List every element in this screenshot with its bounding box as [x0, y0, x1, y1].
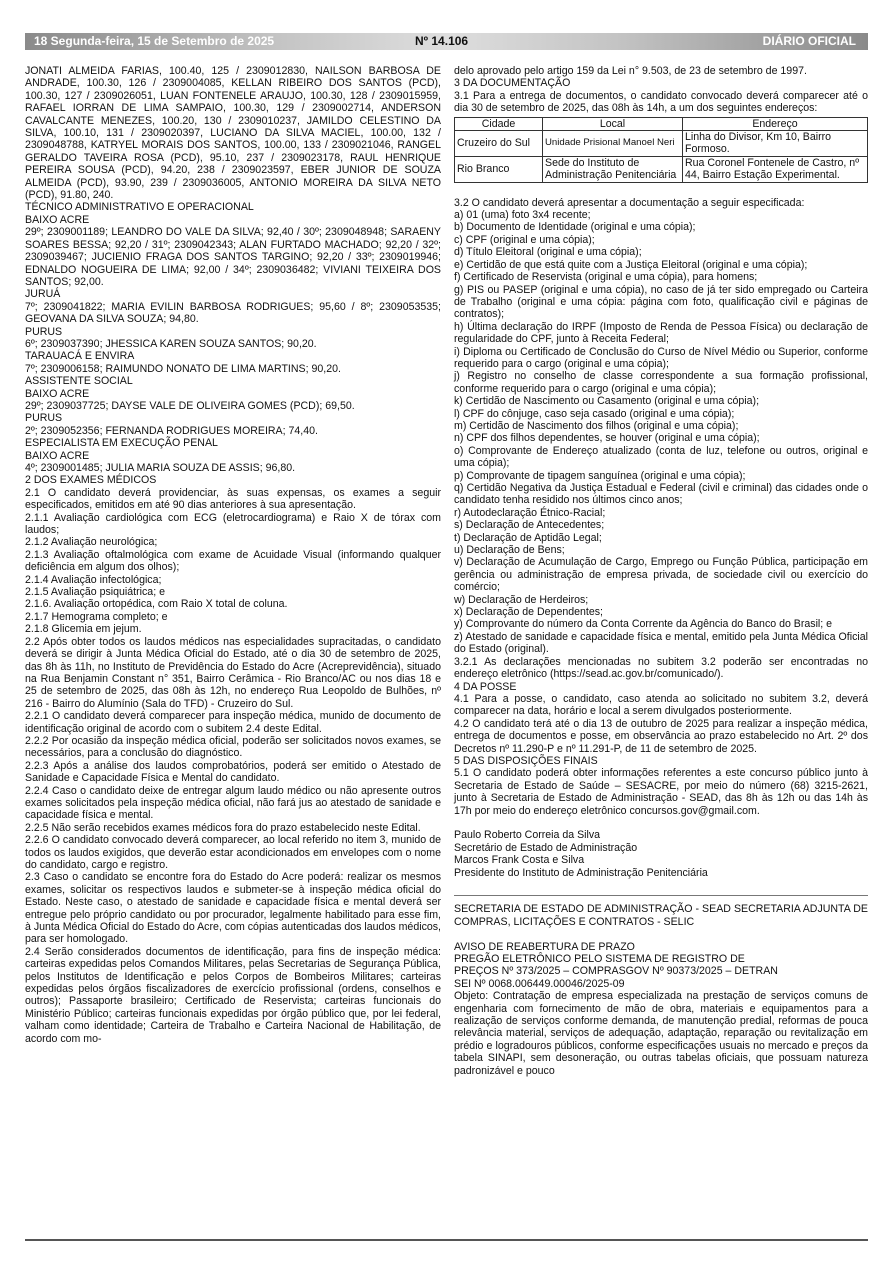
- paragraph: BAIXO ACRE: [25, 387, 90, 400]
- paragraph: 4.1 Para a posse, o candidato, caso atenda ao solicitado no subitem 3.2, deverá comparecer na data, horário e local a serem divulgados posteriormente.: [454, 692, 868, 718]
- paragraph: 29º; 2309001189; LEANDRO DO VALE DA SILVA; 92,40 / 30º; 2309048948; SARAENY SOARES BESSA; 92,20 / 31º; 2309042343; ALAN FURTADO MACHADO; 92,20 / 32º; 2309039467; JUCIENIO FRAGA DOS SANTOS TARGINO; 92,20 / 33º; 2309019946; EDNALDO NOGUEIRA DE LIMA; 92,00 / 34º; 2309036482; VIVIANI TEIXEIRA DOS SANTOS; 92,00.: [25, 226, 441, 288]
- table-row: [455, 131, 868, 157]
- paragraph: PREGÃO ELETRÔNICO PELO SISTEMA DE REGISTRO DE: [454, 952, 745, 965]
- paragraph: AVISO DE REABERTURA DE PRAZO: [454, 940, 635, 953]
- signature-line: Paulo Roberto Correia da Silva: [454, 829, 601, 842]
- paragraph: x) Declaração de Dependentes;: [454, 606, 603, 619]
- paragraph: q) Certidão Negativa da Justiça Estadual e Federal (civil e criminal) das cidades onde o candidato tenha residido nos últimos cinco anos;: [454, 482, 868, 507]
- paragraph: v) Declaração de Acumulação de Cargo, Emprego ou Função Pública, participação em gerência ou administração de empresa privada, de sociedade civil ou exercício do comércio;: [454, 556, 868, 594]
- paragraph: PURUS: [25, 325, 63, 338]
- journal-title: DIÁRIO OFICIAL: [762, 34, 856, 48]
- paragraph: 2.3 Caso o candidato se encontre fora do Estado do Acre poderá: realizar os mesmos exames, solicitar os respectivos laudos e submeter-se à inspeção médica oficial do Estado. Neste caso, o atestado de sanidade e capacidade física e mental deverá ser entregue pelo próprio candidato ou por procurador, legalmente habilitado para esse fim, à Junta Médica Oficial do Estado do Acre, com cópias autenticadas dos laudos médicos, para ser homologado.: [25, 871, 441, 946]
- paragraph: 2.2.1 O candidato deverá comparecer para inspeção médica, munido de documento de identificação original de acordo com o subitem 2.4 deste Edital.: [25, 710, 441, 735]
- paragraph: BAIXO ACRE: [25, 213, 90, 226]
- paragraph: 2.2.3 Após a análise dos laudos comprobatórios, poderá ser emitido o Atestado de Sanidade e Capacidade Física e Mental do candidato.: [25, 759, 441, 785]
- paragraph: 4.2 O candidato terá até o dia 13 de outubro de 2025 para realizar a inspeção médica, entrega de documentos e posse, em observância ao prazo estabelecido no Art. 2º dos Decretos nº 11.290-P e nº 11.291-P, de 11 de setembro de 2025.: [454, 717, 868, 755]
- paragraph: TÉCNICO ADMINISTRATIVO E OPERACIONAL: [25, 201, 254, 214]
- paragraph: ASSISTENTE SOCIAL: [25, 375, 133, 388]
- paragraph: b) Documento de Identidade (original e uma cópia);: [454, 221, 696, 234]
- issue-number: Nº 14.106: [415, 34, 469, 48]
- table-cell: Rua Coronel Fontenele de Castro, nº 44, Bairro Estação Experimental.: [683, 156, 868, 182]
- paragraph: Objeto: Contratação de empresa especializada na prestação de serviços comuns de engenharia com fornecimento de mão de obra, materiais e equipamentos para a realização de serviços conforme demanda, de manutenção predial, reformas de pouca relevância material, serviços de adequação, adaptação, reparação ou revitalização em prédio e logradouros públicos, conforme especificações usuais no mercado e preços da tabela SINAPI, sem desoneração, ou outras tabelas oficiais, que possuam natureza padronizável e pouco: [454, 990, 868, 1077]
- section-title: SECRETARIA DE ESTADO DE ADMINISTRAÇÃO - SEAD SECRETARIA ADJUNTA DE COMPRAS, LICITAÇÕES E CONTRATOS - SELIC: [454, 903, 868, 928]
- paragraph: 7º; 2309006158; RAIMUNDO NONATO DE LIMA MARTINS; 90,20.: [25, 362, 341, 375]
- right-top-text: [454, 65, 868, 115]
- paragraph: p) Comprovante de tipagem sanguínea (original e uma cópia);: [454, 469, 746, 482]
- paragraph: 29º; 2309037725; DAYSE VALE DE OLIVEIRA GOMES (PCD); 69,50.: [25, 399, 355, 412]
- paragraph: k) Certidão de Nascimento ou Casamento (original e uma cópia);: [454, 395, 760, 408]
- aviso-block: [454, 941, 868, 1077]
- paragraph: 3 DA DOCUMENTAÇÃO: [454, 77, 571, 90]
- paragraph: d) Título Eleitoral (original e uma cópia);: [454, 246, 642, 259]
- paragraph: y) Comprovante do número da Conta Corrente da Agência do Banco do Brasil; e: [454, 618, 833, 631]
- paragraph: f) Certificado de Reservista (original e uma cópia), para homens;: [454, 271, 758, 284]
- paragraph: 6º; 2309037390; JHESSICA KAREN SOUZA SANTOS; 90,20.: [25, 337, 317, 350]
- paragraph: u) Declaração de Bens;: [454, 544, 565, 557]
- right-column: [454, 65, 868, 1077]
- paragraph: 7º; 2309041822; MARIA EVILIN BARBOSA RODRIGUES; 95,60 / 8º; 2309053535; GEOVANA DA SILVA SOUZA; 94,80.: [25, 300, 441, 326]
- table-header-cell: Local: [543, 117, 683, 130]
- signature-block: [454, 829, 868, 879]
- page-header: [25, 33, 868, 50]
- paragraph: PURUS: [25, 412, 63, 425]
- paragraph: 2.4 Serão considerados documentos de identificação, para fins de inspeção médica: carteiras expedidas pelos Comandos Militares, pelas Secretarias de Segurança Pública, pelos Institutos de Identificação e pelos Corpos de Bombeiros Militares; carteiras expedidas pelos órgãos fiscalizadores de exercício profissional (ordens, conselhos e outros); Passaporte brasileiro; Certificado de Reservista; carteiras funcionais do Ministério Público; carteiras funcionais expedidas por órgão público que, por lei federal, valham como identidade; Carteira de Trabalho e Carteira Nacional de Habilitação, de acordo com mo-: [25, 945, 441, 1045]
- signature-line: Secretário de Estado de Administração: [454, 841, 638, 854]
- paragraph: 2 DOS EXAMES MÉDICOS: [25, 474, 157, 487]
- paragraph: a) 01 (uma) foto 3x4 recente;: [454, 209, 591, 222]
- paragraph: 2.2.6 O candidato convocado deverá comparecer, ao local referido no item 3, munido de todos os laudos exigidos, que deverão estar acondicionados em envelopes com o nome do candidato, cargo e registro.: [25, 834, 441, 871]
- paragraph: 4 DA POSSE: [454, 680, 517, 693]
- paragraph: e) Certidão de que está quite com a Justiça Eleitoral (original e uma cópia);: [454, 258, 808, 271]
- paragraph: 2.1.7 Hemograma completo; e: [25, 610, 168, 623]
- address-table: [454, 117, 868, 183]
- paragraph: ESPECIALISTA EM EXECUÇÃO PENAL: [25, 437, 218, 450]
- signature-line: Marcos Frank Costa e Silva: [454, 854, 585, 867]
- paragraph: 3.1 Para a entrega de documentos, o candidato convocado deverá comparecer até o dia 30 de setembro de 2025, das 08h às 14h, a um dos seguintes endereços:: [454, 89, 868, 115]
- paragraph: JURUÁ: [25, 288, 61, 301]
- paragraph: delo aprovado pelo artigo 159 da Lei n° 9.503, de 23 de setembro de 1997.: [454, 65, 807, 77]
- page-date: 18 Segunda-feira, 15 de Setembro de 2025: [34, 34, 275, 48]
- table-header-row: [455, 117, 868, 130]
- footer-rule: [25, 1239, 868, 1241]
- table-cell: Cruzeiro do Sul: [455, 131, 543, 157]
- table-cell: Rio Branco: [455, 156, 543, 182]
- paragraph: l) CPF do cônjuge, caso seja casado (original e uma cópia);: [454, 407, 735, 420]
- paragraph: PREÇOS Nº 373/2025 – COMPRASGOV Nº 90373/2025 – DETRAN: [454, 965, 778, 978]
- table-cell: Linha do Divisor, Km 10, Bairro Formoso.: [683, 131, 868, 157]
- paragraph: o) Comprovante de Endereço atualizado (conta de luz, telefone ou outros, original e uma cópia);: [454, 444, 868, 470]
- paragraph: g) PIS ou PASEP (original e uma cópia), no caso de já ter sido empregado ou Carteira de Trabalho (original e uma cópia: página com foto, qualificação civil e páginas de contratos);: [454, 283, 868, 321]
- paragraph: j) Registro no conselho de classe correspondente a sua formação profissional, conforme requerido para o cargo (original e uma cópia);: [454, 370, 868, 395]
- paragraph: JONATI ALMEIDA FARIAS, 100.40, 125 / 2309012830, NAILSON BARBOSA DE ANDRADE, 100.30, 126 / 2309004085, KELLAN RIBEIRO DOS SANTOS (PCD), 100.30, 127 / 2309026051, LUAN FONTENELE ARAUJO, 100.30, 128 / 2309015959, RAFAEL IORRAN DE LIMA SAMPAIO, 100.30, 129 / 2309002714, ANDERSON CAVALCANTE MENEZES, 100.20, 130 / 2309010237, JAMILDO CELESTINO DA SILVA, 100.10, 131 / 2309020397, LUCIANO DA SILVA MACIEL, 100.00, 132 / 2309048788, KATRYEL MORAIS DOS SANTOS, 100.00, 133 / 2309021046, RANGEL GERALDO TAVEIRA ROSA (PCD), 95.10, 237 / 2309023178, RAUL HENRIQUE PEREIRA SOUSA (PCD), 94.20, 238 / 2309023597, EBER JUNIOR DE SOUZA ALMEIDA (PCD), 93.90, 239 / 2309036005, ANTONIO MOREIRA DA SILVA NETO (PCD), 91.80, 240.: [25, 65, 441, 202]
- paragraph: BAIXO ACRE: [25, 449, 90, 462]
- paragraph: 2º; 2309052356; FERNANDA RODRIGUES MOREIRA; 74,40.: [25, 424, 318, 437]
- signature-line: Presidente do Instituto de Administração Penitenciária: [454, 866, 708, 879]
- table-header-cell: Endereço: [683, 117, 868, 130]
- paragraph: i) Diploma ou Certificado de Conclusão do Curso de Nível Médio ou Superior, conforme requerido para o cargo (original e uma cópia);: [454, 345, 868, 370]
- paragraph: 2.1 O candidato deverá providenciar, às suas expensas, os exames a seguir especificados, emitidos em até 90 dias anteriores à sua apresentação.: [25, 486, 441, 512]
- paragraph: z) Atestado de sanidade e capacidade física e mental, emitido pela Junta Médica Oficial do Estado (original).: [454, 630, 868, 656]
- paragraph: 3.2.1 As declarações mencionadas no subitem 3.2 poderão ser encontradas no endereço eletrônico (https://sead.ac.gov.br/comunicado/).: [454, 655, 868, 681]
- table-row: [455, 156, 868, 182]
- paragraph: r) Autodeclaração Étnico-Racial;: [454, 506, 606, 519]
- paragraph: 2.1.4 Avaliação infectológica;: [25, 573, 162, 586]
- paragraph: c) CPF (original e uma cópia);: [454, 233, 595, 246]
- paragraph: SEI Nº 0068.006449.00046/2025-09: [454, 977, 625, 990]
- paragraph: 3.2 O candidato deverá apresentar a documentação a seguir especificada:: [454, 196, 805, 209]
- paragraph: n) CPF dos filhos dependentes, se houver (original e uma cópia);: [454, 432, 760, 445]
- paragraph: 2.2.5 Não serão recebidos exames médicos fora do prazo estabelecido neste Edital.: [25, 821, 421, 834]
- right-body-text: [454, 197, 868, 817]
- table-cell: Sede do Instituto de Administração Penitenciária: [543, 156, 683, 182]
- paragraph: 2.1.3 Avaliação oftalmológica com exame de Acuidade Visual (informando qualquer deficiência em algum dos olhos);: [25, 548, 441, 574]
- paragraph: 2.2.4 Caso o candidato deixe de entregar algum laudo médico ou não apresente outros exames solicitados pela inspeção médica oficial, não fará jus ao atestado de sanidade e capacidade física e mental.: [25, 784, 441, 822]
- paragraph: 5 DAS DISPOSIÇÕES FINAIS: [454, 754, 598, 767]
- paragraph: 2.1.1 Avaliação cardiológica com ECG (eletrocardiograma) e Raio X de tórax com laudos;: [25, 511, 441, 537]
- paragraph: 5.1 O candidato poderá obter informações referentes a este concurso público junto à Secretaria de Estado de Saúde – SESACRE, por meio do número (68) 3215-2621, junto à Secretaria de Estado de Administração - SEAD, das 8h às 12h ou das 14h às 17h por meio do endereço eletrônico concursos.gov@gmail.com.: [454, 767, 868, 817]
- left-column: [25, 65, 441, 1045]
- paragraph: h) Última declaração do IRPF (Imposto de Renda de Pessoa Física) ou declaração de regularidade do CPF, junto à Receita Federal;: [454, 320, 868, 346]
- paragraph: 2.2 Após obter todos os laudos médicos nas especialidades supracitadas, o candidato deverá se dirigir à Junta Médica Oficial do Estado, até o dia 30 de setembro de 2025, das 8h às 11h, no Instituto de Previdência do Estado do Acre (Acreprevidência), situado na Rua Benjamin Constant n° 351, Bairro Cerâmica - Rio Branco/AC ou nos dias 18 e 25 de setembro de 2025, das 08h às 12h, no endereço Rua Leopoldo de Bulhões, nº 216 - Bairro do Alumínio (Sala do TFD) - Cruzeiro do Sul.: [25, 635, 441, 710]
- paragraph: s) Declaração de Antecedentes;: [454, 519, 605, 532]
- table-header-cell: Cidade: [455, 117, 543, 130]
- section-divider: [454, 895, 868, 896]
- paragraph: 2.1.6. Avaliação ortopédica, com Raio X total de coluna.: [25, 598, 288, 611]
- paragraph: w) Declaração de Herdeiros;: [454, 593, 589, 606]
- paragraph: t) Declaração de Aptidão Legal;: [454, 531, 602, 544]
- paragraph: 4º; 2309001485; JULIA MARIA SOUZA DE ASSIS; 96,80.: [25, 462, 296, 474]
- paragraph: 2.1.8 Glicemia em jejum.: [25, 623, 142, 636]
- paragraph: 2.2.2 Por ocasião da inspeção médica oficial, poderão ser solicitados novos exames, se necessários, para a conclusão do diagnóstico.: [25, 734, 441, 760]
- paragraph: 2.1.5 Avaliação psiquiátrica; e: [25, 586, 165, 599]
- paragraph: m) Certidão de Nascimento dos filhos (original e uma cópia);: [454, 419, 739, 432]
- paragraph: 2.1.2 Avaliação neurológica;: [25, 536, 158, 549]
- paragraph: TARAUACÁ E ENVIRA: [25, 350, 135, 363]
- table-cell: Unidade Prisional Manoel Neri: [543, 131, 683, 157]
